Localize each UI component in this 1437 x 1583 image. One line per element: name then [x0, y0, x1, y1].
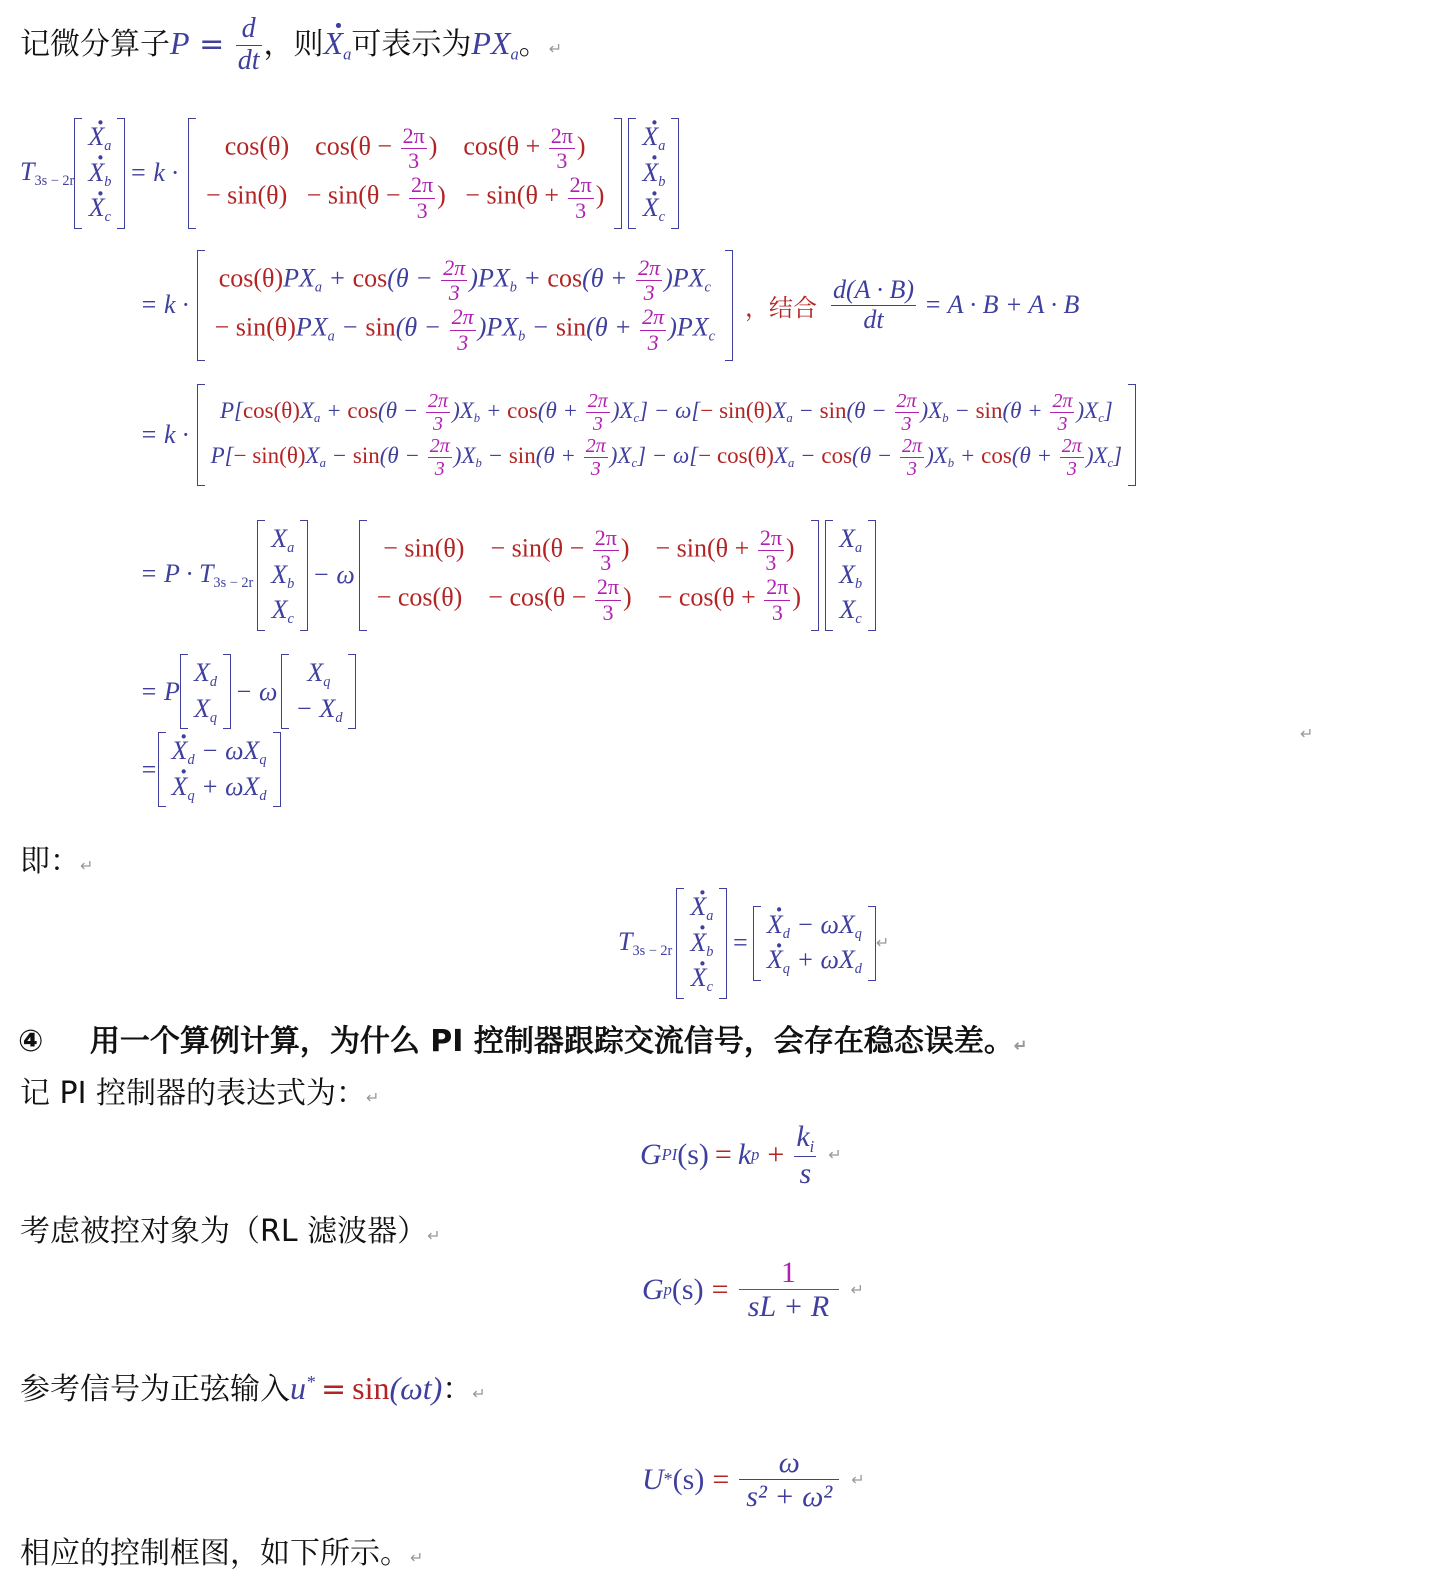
park-matrix: cos(θ) cos(θ − $\frac{2\pi}{3}$ ) cos(θ + $\frac{2\pi}{3}$ ) − sin(θ) − sin(θ − $\frac{2\pi}{3}$ ) − sin(θ + $\frac{2\pi}{3}$ )	[188, 118, 622, 229]
xdot-abc-vector-rhs: · $X_a$ · $X_b$ · $X_c$	[628, 118, 679, 229]
plant-formula: G p (s) = $\frac{1}{sL + R}$ ↵	[642, 1256, 864, 1323]
ref-intro: 参考信号为正弦输入u* = sin(ωt)：↵	[20, 1370, 486, 1407]
section-title: 用一个算例计算，为什么 PI 控制器跟踪交流信号，会存在稳态误差。	[89, 1024, 1014, 1059]
x-dq-vector: $X_d$ $X_q$	[180, 654, 231, 729]
section-number: ④	[18, 1024, 44, 1059]
d-dt-fraction: $\frac{d}{dt}$	[237, 13, 260, 76]
derivation-row-5: = P $X_d$ $X_q$ − ω $X_q$ − $X_d$	[140, 654, 356, 729]
X-dot-symbol: · X	[324, 25, 344, 62]
result-vector: · $X_d - \omega X_q$ · $X_q + \omega X_d$	[158, 732, 281, 807]
x-abc-vector: $X_a$ $X_b$ $X_c$	[257, 520, 308, 631]
x-qd-vector: $X_q$ − $X_d$	[281, 654, 356, 729]
xdot-abc-vector: · $X_a$ · $X_b$ · $X_c$	[74, 118, 125, 229]
derivation-row-2: = k · $\cos(\theta)PX_a + \cos(\theta$ − $\frac{2\pi}{3}$ )$PX_b + \cos(\theta$ + $\frac{2\pi}{3}$ )$PX_c$ − $\sin(\theta)PX_a - \sin(\theta$ − $\frac{2\pi}{3}$ )$PX_b - \sin(\theta$ + $\frac{2\pi}{3}$ )$PX_c$ ，结合 $\frac{d(A \cdot B)}{dt}$ = A · B + A · B	[140, 250, 1079, 361]
T-symbol: $T_{3s - 2r}$	[20, 156, 75, 189]
plant-intro: 考虑被控对象为（RL 滤波器）↵	[20, 1214, 441, 1249]
derivation-row-4: = $P \cdot T_{3s - 2r}$ $X_a$ $X_b$ $X_c$ − ω − sin(θ) − sin(θ − $\frac{2\pi}{3}$ ) − sin(θ + $\frac{2\pi}{3}$ ) − cos(θ) − cos(θ − $\frac{2\pi}{3}$ ) − cos(θ + $\frac{2\pi}{3}$ ) $X_a$ $X_b$ $X_c$	[140, 520, 876, 631]
ki-over-s: $\frac{k_i}{s}$	[796, 1120, 815, 1190]
closing-line: 相应的控制框图，如下所示。↵	[20, 1536, 424, 1571]
pi-intro: 记 PI 控制器的表达式为：↵	[20, 1076, 380, 1111]
omega-fraction: $\frac{\omega}{\text{s² + ω²}}$	[739, 1446, 839, 1513]
rotation-derivative-matrix: − sin(θ) − sin(θ − $\frac{2\pi}{3}$ ) − sin(θ + $\frac{2\pi}{3}$ ) − cos(θ) − cos(θ − $\frac{2\pi}{3}$ ) − cos(θ + $\frac{2\pi}{3}$ )	[359, 520, 819, 631]
ref-formula: U * (s) = $\frac{\omega}{\text{s² + ω²}}$ ↵	[642, 1446, 865, 1513]
ji-label: 即：↵	[20, 844, 94, 879]
intro-line: 记微分算子P = $\frac{d}{dt}$ ，则· $X_a$可表示为$PX_a$。↵	[20, 14, 562, 77]
pi-formula: G PI (s) = k p + $\frac{k_i}{s}$ ↵	[640, 1120, 842, 1190]
derivation-row-1	[20, 118, 679, 229]
P-symbol: P	[170, 24, 190, 61]
PX-expr: PX	[471, 24, 511, 61]
combine-label: ，结合	[744, 293, 817, 322]
intro-end: 。	[518, 26, 549, 62]
grouped-matrix: $P[\cos(\theta)X_a + \cos(\theta$ − $\frac{2\pi}{3}$ )$X_b + \cos(\theta$ + $\frac{2\pi}{3}$ )$X_c] - \omega[- \sin(\theta)X_a - \sin(\theta$ − $\frac{2\pi}{3}$ )$X_b - \sin(\theta$ + $\frac{2\pi}{3}$ )$X_c$] $P[- \sin(\theta)X_a - \sin(\theta$ − $\frac{2\pi}{3}$ )$X_b - \sin(\theta$ + $\frac{2\pi}{3}$ )$X_c] - \omega[- \cos(\theta)X_a - \cos(\theta$ − $\frac{2\pi}{3}$ )$X_b + \cos(\theta$ + $\frac{2\pi}{3}$ )$X_c$]	[197, 384, 1137, 486]
derivation-row-3: = k · $P[\cos(\theta)X_a + \cos(\theta$ − $\frac{2\pi}{3}$ )$X_b + \cos(\theta$ + $\frac{2\pi}{3}$ )$X_c] - \omega[- \sin(\theta)X_a - \sin(\theta$ − $\frac{2\pi}{3}$ )$X_b - \sin(\theta$ + $\frac{2\pi}{3}$ )$X_c$] $P[- \sin(\theta)X_a - \sin(\theta$ − $\frac{2\pi}{3}$ )$X_b - \sin(\theta$ + $\frac{2\pi}{3}$ )$X_c] - \omega[- \cos(\theta)X_a - \cos(\theta$ − $\frac{2\pi}{3}$ )$X_b + \cos(\theta$ + $\frac{2\pi}{3}$ )$X_c$]	[140, 384, 1136, 486]
intro-mid: ，则	[263, 26, 324, 62]
intro-suffix: 可表示为	[351, 26, 472, 62]
product-rule-rhs: = A · B + A · B	[924, 290, 1080, 320]
k-dot: = k ·	[129, 158, 178, 188]
expanded-matrix: $\cos(\theta)PX_a + \cos(\theta$ − $\frac{2\pi}{3}$ )$PX_b + \cos(\theta$ + $\frac{2\pi}{3}$ )$PX_c$ − $\sin(\theta)PX_a - \sin(\theta$ − $\frac{2\pi}{3}$ )$PX_b - \sin(\theta$ + $\frac{2\pi}{3}$ )$PX_c$	[197, 250, 733, 361]
rl-transfer-fraction: $\frac{1}{sL + R}$	[739, 1256, 839, 1323]
intro-prefix: 记微分算子	[20, 26, 170, 62]
section-4-heading: ④ 用一个算例计算，为什么 PI 控制器跟踪交流信号，会存在稳态误差。↵	[18, 1024, 1028, 1059]
summary-equation: $T_{3s - 2r}$ · $X_a$ · $X_b$ · $X_c$ = · $X_d - \omega X_q$ · $X_q + \omega X_d$ ↵	[618, 888, 889, 999]
x-abc-vector-rhs: $X_a$ $X_b$ $X_c$	[825, 520, 876, 631]
product-rule-fraction: $\frac{d(A \cdot B)}{dt}$	[832, 275, 915, 334]
derivation-row-6: = · $X_d - \omega X_q$ · $X_q + \omega X_d$	[140, 732, 281, 807]
